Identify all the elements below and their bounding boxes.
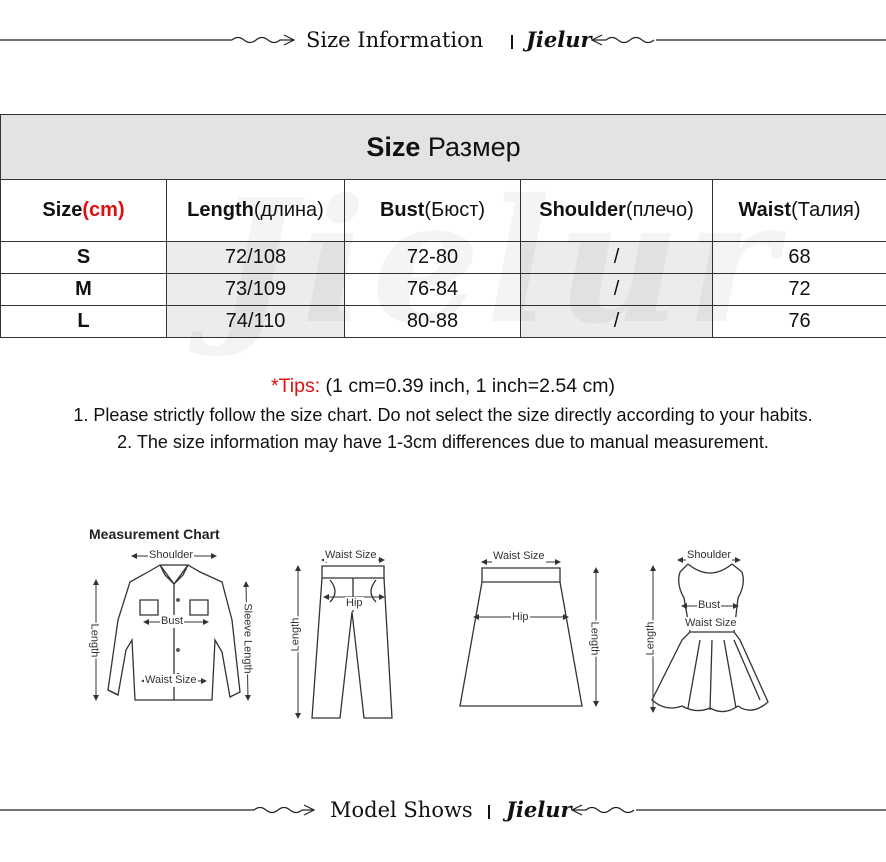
dress-waist-label: Waist Size <box>685 617 737 629</box>
tips-conversion <box>0 375 886 398</box>
shirt-length-label: Length <box>88 623 101 658</box>
table-row <box>1 242 886 274</box>
shirt-bust-label: Bust <box>161 615 184 627</box>
table-title <box>1 115 886 180</box>
dress-bust-label: Bust <box>698 599 721 611</box>
column-header-main: Length <box>187 199 254 221</box>
column-header-size <box>1 180 167 242</box>
column-header-main: Size <box>42 199 83 221</box>
measurement-chart-title: Measurement Chart <box>89 526 220 542</box>
size-cell: L <box>1 306 167 338</box>
column-header-shoulder <box>521 180 713 242</box>
measurement-chart-drawings <box>0 540 886 730</box>
waist-cell: 76 <box>713 306 886 338</box>
length-cell: 74/110 <box>167 306 345 338</box>
length-cell: 73/109 <box>167 274 345 306</box>
shoulder-cell: / <box>521 274 713 306</box>
table-title-row <box>1 115 886 180</box>
size-table <box>0 114 886 338</box>
pants-hip-label: Hip <box>346 597 363 609</box>
title-separator <box>511 35 513 49</box>
skirt-length-label: Length <box>588 621 601 656</box>
table-row <box>1 274 886 306</box>
column-header-main: Shoulder <box>539 199 626 221</box>
pants-length-label: Length <box>289 617 302 652</box>
waist-cell: 68 <box>713 242 886 274</box>
column-header-main: Bust <box>379 199 425 221</box>
dress-shoulder-label: Shoulder <box>687 549 732 561</box>
column-header-unit: (cm) <box>82 199 125 221</box>
table-header-row <box>1 180 886 242</box>
size-cell: S <box>1 242 167 274</box>
section-title: Model Shows <box>330 798 473 822</box>
brand-logo-text: Jielur <box>506 797 572 822</box>
column-header-sub: (плечо) <box>625 199 694 221</box>
column-header-sub: (Талия) <box>791 199 861 221</box>
table-title-bold: Size <box>366 131 421 162</box>
shirt-waist-label: Waist Size <box>145 674 197 686</box>
section-header-model-shows <box>0 790 886 830</box>
tips-line-2: 2. The size information may have 1-3cm differences due to manual measurement. <box>117 432 769 452</box>
column-header-bust <box>345 180 521 242</box>
column-header-waist <box>713 180 886 242</box>
pants-illustration <box>312 566 392 718</box>
size-cell: M <box>1 274 167 306</box>
bust-cell: 76-84 <box>345 274 521 306</box>
column-header-sub: (длина) <box>253 199 324 221</box>
skirt-waist-label: Waist Size <box>493 550 545 562</box>
table-row <box>1 306 886 338</box>
shirt-sleeve-label: Sleeve Length <box>241 603 254 674</box>
table-title-rest: Размер <box>420 131 521 162</box>
section-title: Size Information <box>306 28 484 52</box>
dress-illustration <box>652 564 768 712</box>
skirt-illustration <box>460 568 582 706</box>
tips-conversion-text: (1 cm=0.39 inch, 1 inch=2.54 cm) <box>320 375 615 397</box>
waist-cell: 72 <box>713 274 886 306</box>
brand-logo-text: Jielur <box>526 27 592 52</box>
bust-cell: 80-88 <box>345 306 521 338</box>
bust-cell: 72-80 <box>345 242 521 274</box>
skirt-hip-label: Hip <box>512 611 529 623</box>
pants-waist-label: Waist Size <box>325 549 377 561</box>
section-header-size-information <box>0 20 886 60</box>
dress-length-label: Length <box>644 621 657 656</box>
tips-line-1: 1. Please strictly follow the size chart. Do not select the size directly according to your habits. <box>73 405 813 425</box>
shoulder-cell: / <box>521 242 713 274</box>
shirt-shoulder-label: Shoulder <box>149 549 194 561</box>
column-header-sub: (Бюст) <box>424 199 486 221</box>
column-header-main: Waist <box>738 199 792 221</box>
column-header-length <box>167 180 345 242</box>
title-separator <box>488 805 490 819</box>
tips-label: *Tips: <box>271 375 321 397</box>
length-cell: 72/108 <box>167 242 345 274</box>
shoulder-cell: / <box>521 306 713 338</box>
